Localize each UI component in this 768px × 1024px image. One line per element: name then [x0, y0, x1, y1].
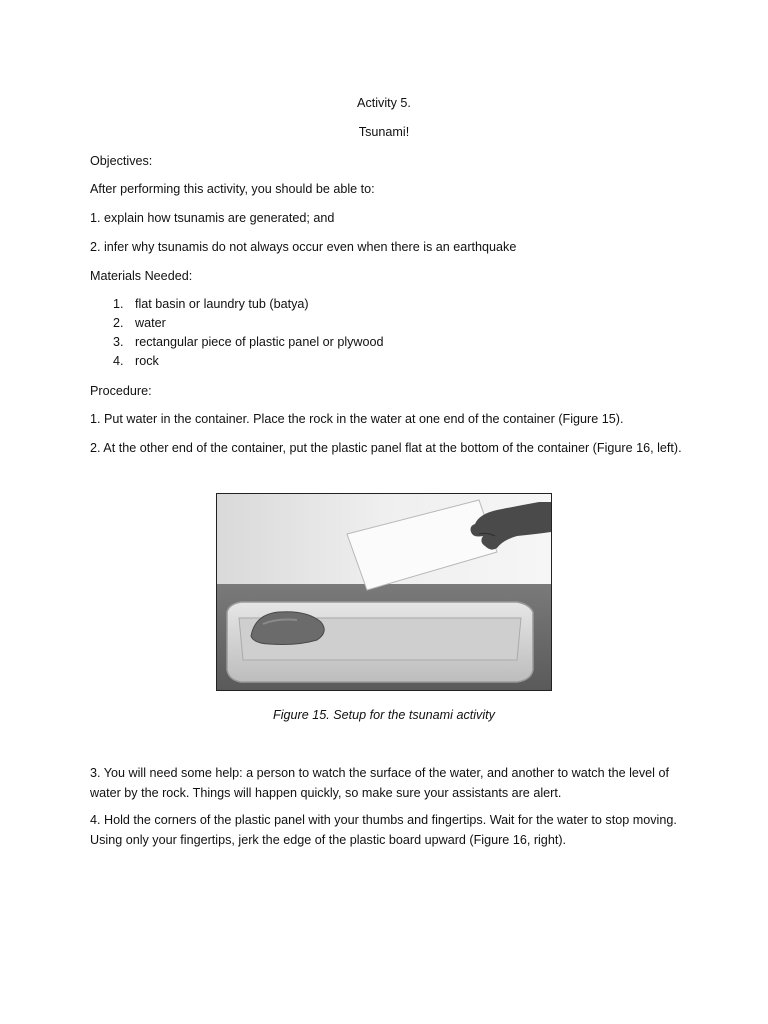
procedure-step: 2. At the other end of the container, put the plastic panel flat at the bottom of the container (Figure 16, left). [90, 441, 682, 455]
procedure-step: 3. You will need some help: a person to watch the surface of the water, and another to watch the level of water by the rock. Things will happen quickly, so make sure your assistants are alert. [90, 766, 669, 800]
procedure-step: 1. Put water in the container. Place the rock in the water at one end of the container (Figure 15). [90, 412, 624, 426]
materials-heading: Materials Needed: [90, 269, 193, 283]
objective-item: 1. explain how tsunamis are generated; and [90, 211, 335, 225]
list-text: rock [135, 354, 159, 368]
list-number: 1. [113, 297, 124, 311]
objectives-heading: Objectives: [90, 154, 153, 168]
materials-list-item [113, 314, 166, 332]
figure-photo [216, 493, 552, 691]
tsunami-setup-photo [217, 494, 551, 690]
list-text: water [135, 316, 166, 330]
materials-list-item [113, 295, 309, 313]
procedure-heading: Procedure: [90, 384, 152, 398]
activity-title: Activity 5. [357, 96, 411, 110]
materials-list-item [113, 333, 384, 351]
list-text: flat basin or laundry tub (batya) [135, 297, 309, 311]
list-number: 4. [113, 354, 124, 368]
objective-item: 2. infer why tsunamis do not always occur even when there is an earthquake [90, 240, 517, 254]
list-text: rectangular piece of plastic panel or plywood [135, 335, 384, 349]
objectives-intro: After performing this activity, you should be able to: [90, 182, 375, 196]
materials-list-item [113, 352, 159, 370]
list-number: 3. [113, 335, 124, 349]
figure-caption: Figure 15. Setup for the tsunami activity [273, 708, 495, 722]
procedure-step: 4. Hold the corners of the plastic panel with your thumbs and fingertips. Wait for the water to stop moving. Using only your fingertips, jerk the edge of the plastic board upward (Figure 16, right). [90, 813, 677, 847]
list-number: 2. [113, 316, 124, 330]
activity-subtitle: Tsunami! [358, 125, 410, 139]
